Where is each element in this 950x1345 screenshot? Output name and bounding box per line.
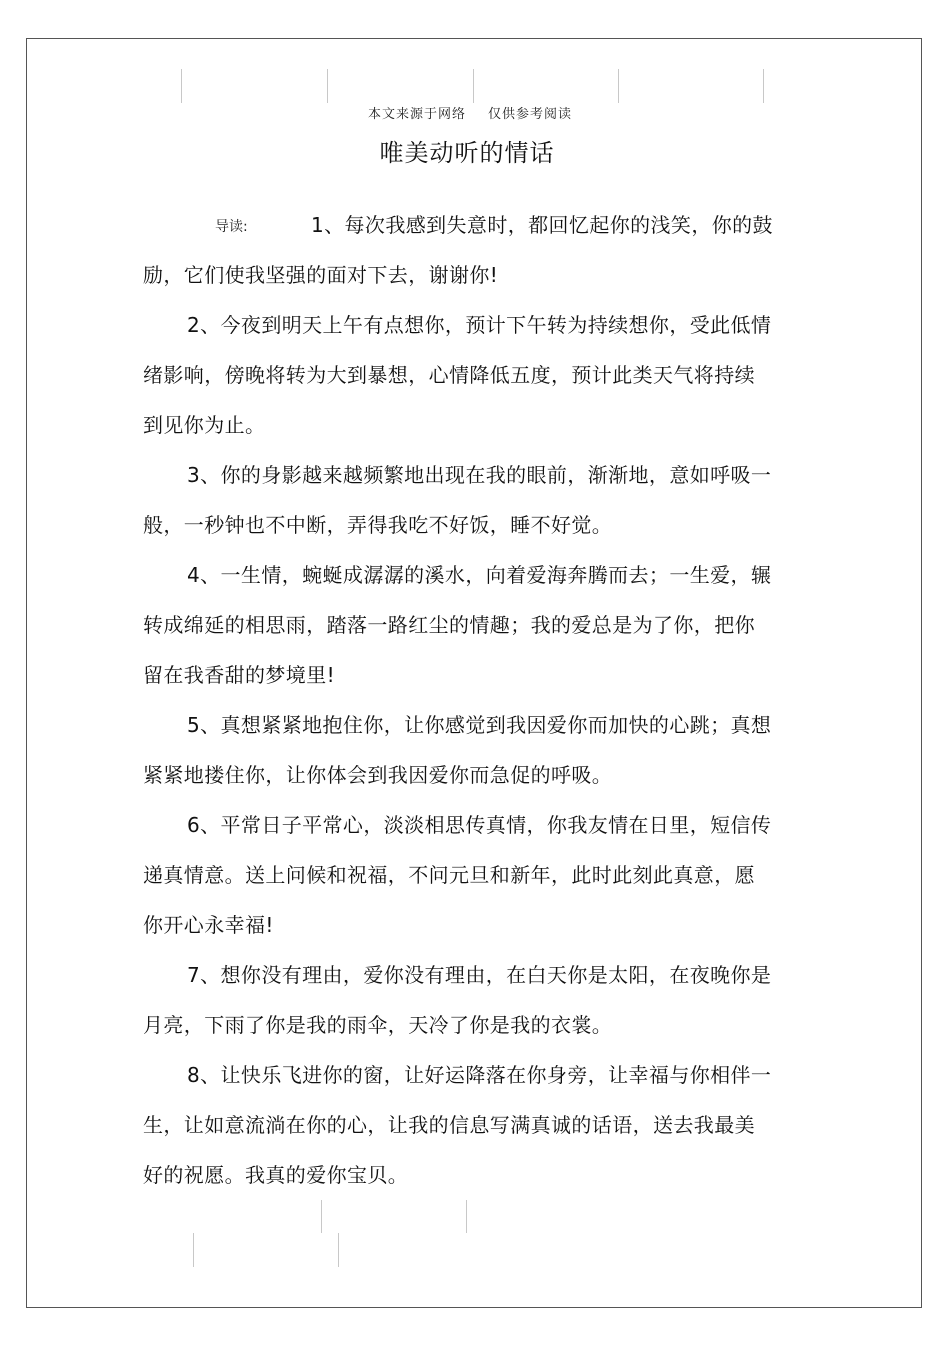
paragraph-1: 1、每次我感到失意时，都回忆起你的浅笑，你的鼓励，它们使我坚强的面对下去，谢谢你! [143, 213, 773, 287]
bottom-margin-mark [338, 1233, 339, 1267]
top-margin-mark [181, 69, 182, 103]
paragraph-4: 4、一生情，蜿蜒成潺潺的溪水，向着爱海奔腾而去；一生爱，辗转成绵延的相思雨，踏落一路红尘的情趣；我的爱总是为了你，把你留在我香甜的梦境里! [143, 563, 772, 687]
source-disclaimer [0, 103, 940, 122]
bottom-margin-mark [193, 1233, 194, 1267]
top-margin-mark [473, 69, 474, 103]
document-body [143, 200, 773, 1200]
paragraph-7: 7、想你没有理由，爱你没有理由，在白天你是太阳，在夜晚你是月亮，下雨了你是我的雨伞，天冷了你是我的衣裳。 [143, 963, 772, 1037]
paragraph-5: 5、真想紧紧地抱住你，让你感觉到我因爱你而加快的心跳；真想紧紧地搂住你，让你体会到我因爱你而急促的呼吸。 [143, 713, 772, 787]
top-margin-mark [618, 69, 619, 103]
intro-label: 导读: [215, 219, 248, 235]
document-title: 唯美动听的情话 [379, 139, 555, 167]
source-note: 本文来源于网络 [367, 107, 466, 122]
paragraph-8: 8、让快乐飞进你的窗，让好运降落在你身旁，让幸福与你相伴一生，让如意流淌在你的心，让我的信息写满真诚的话语，送去我最美好的祝愿。我真的爱你宝贝。 [143, 1063, 772, 1187]
paragraph-6: 6、平常日子平常心，淡淡相思传真情，你我友情在日里，短信传递真情意。送上问候和祝福，不问元旦和新年，此时此刻此真意，愿你开心永幸福! [143, 813, 772, 937]
reference-note: 仅供参考阅读 [488, 107, 573, 122]
paragraph-3: 3、你的身影越来越频繁地出现在我的眼前，渐渐地，意如呼吸一般，一秒钟也不中断，弄得我吃不好饭，睡不好觉。 [143, 463, 772, 537]
paragraph-2: 2、今夜到明天上午有点想你，预计下午转为持续想你，受此低情绪影响，傍晚将转为大到暴想，心情降低五度，预计此类天气将持续到见你为止。 [143, 313, 772, 437]
bottom-margin-mark [321, 1200, 322, 1233]
top-margin-mark [763, 69, 764, 103]
top-margin-mark [327, 69, 328, 103]
bottom-margin-mark [466, 1200, 467, 1233]
